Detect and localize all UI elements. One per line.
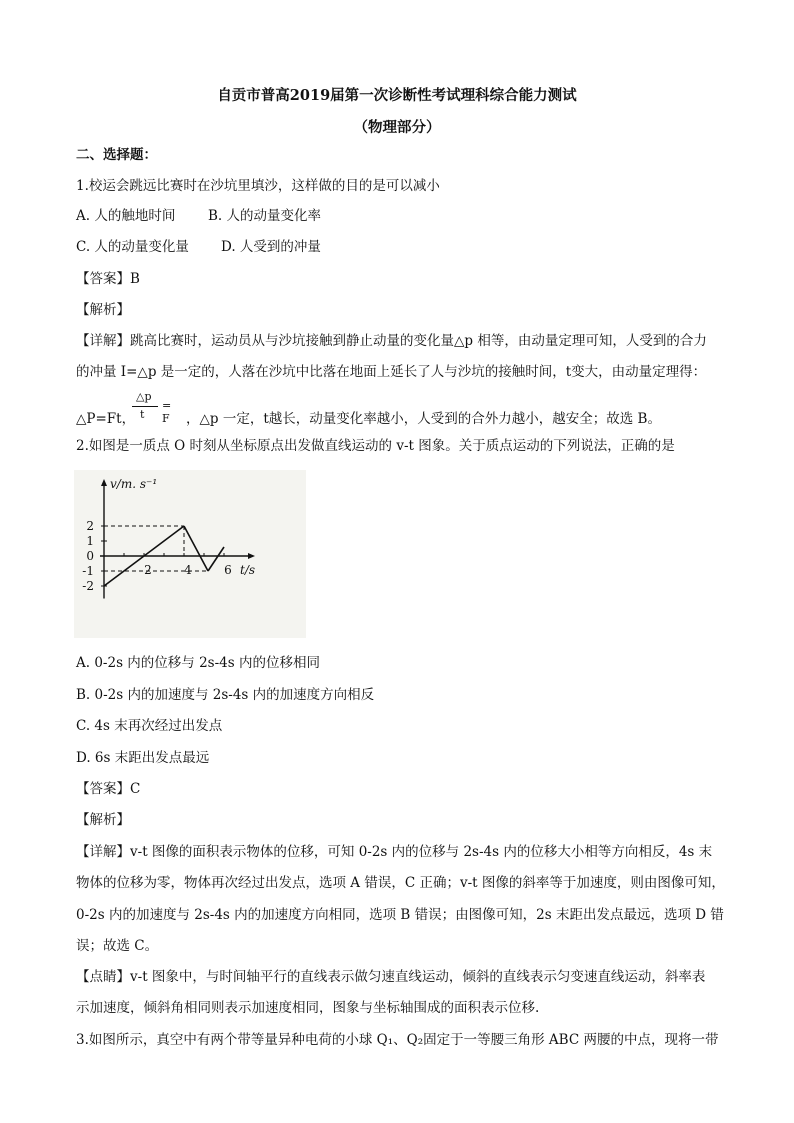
- y-tick-label: 0: [86, 549, 94, 563]
- q1-detail-line2: 的冲量 I=△p 是一定的，人落在沙坑中比落在地面上延长了人与沙坑的接触时间，t变大，由动量定理得：: [76, 364, 707, 380]
- x-tick-label: 4: [184, 563, 192, 577]
- q1-answer: 【答案】B: [76, 271, 140, 287]
- page-title: 自贡市普高2019届第一次诊断性考试理科综合能力测试: [217, 87, 577, 104]
- q1-analysis-label: 【解析】: [76, 302, 130, 318]
- q2-option-a: A. 0-2s 内的位移与 2s-4s 内的位移相同: [76, 655, 320, 671]
- q2-detail-line2: 物体的位移为零，物体再次经过出发点，选项 A 错误，C 正确；v-t 图像的斜率等于加速度，则由图像可知，: [76, 875, 725, 891]
- q3-stem: 3.如图所示，真空中有两个带等量异种电荷的小球 Q₁、Q₂固定于一等腰三角形 ABC 两腰的中点，现将一带: [76, 1032, 719, 1048]
- q2-option-d: D. 6s 末距出发点最远: [76, 750, 210, 766]
- q2-note-line2: 示加速度，倾斜角相同则表示加速度相同，图象与坐标轴围成的面积表示位移.: [76, 1000, 540, 1016]
- y-tick-label: 1: [86, 534, 94, 548]
- q1-option-c: C. 人的动量变化量: [76, 239, 189, 255]
- y-tick-label: -1: [82, 564, 94, 578]
- q1-option-b: B. 人的动量变化率: [208, 208, 322, 224]
- q1-option-d: D. 人受到的冲量: [221, 239, 321, 255]
- v-axis-label: v/m. s⁻¹: [110, 477, 158, 491]
- page-subtitle: （物理部分）: [353, 119, 441, 136]
- q2-answer: 【答案】C: [76, 781, 141, 797]
- q2-detail-line4: 误；故选 C。: [76, 938, 159, 954]
- section-heading: 二、选择题：: [76, 147, 157, 163]
- x-tick-label: 6: [224, 563, 232, 577]
- graph-background: [74, 470, 306, 638]
- q1-detail-line1: 【详解】跳高比赛时，运动员从与沙坑接触到静止动量的变化量△p 相等，由动量定理可知，人受到的合力: [76, 333, 707, 349]
- q1-detail-line3b: ，△p 一定，t越长，动量变化率越小，人受到的合外力越小，越安全；故选 B。: [186, 411, 661, 427]
- q2-option-c: C. 4s 末再次经过出发点: [76, 718, 223, 734]
- x-tick-label: 2: [144, 563, 152, 577]
- q2-stem: 2.如图是一质点 O 时刻从坐标原点出发做直线运动的 v-t 图象。关于质点运动的下列说法，正确的是: [76, 438, 675, 454]
- q2-detail-line1: 【详解】v-t 图像的面积表示物体的位移，可知 0-2s 内的位移与 2s-4s 内的位移大小相等方向相反，4s 末: [76, 844, 713, 860]
- y-tick-label: 2: [86, 519, 94, 533]
- y-tick-label: -2: [82, 579, 94, 593]
- fraction-denominator: t: [140, 408, 145, 421]
- fraction-rhs: = F: [162, 399, 172, 425]
- q1-options-row1: [76, 207, 321, 225]
- q1-options-row2: [76, 238, 321, 256]
- q2-note-line1: 【点睛】v-t 图象中，与时间轴平行的直线表示做匀速直线运动，倾斜的直线表示匀变速直线运动，斜率表: [76, 969, 706, 985]
- q2-detail-line3: 0-2s 内的加速度与 2s-4s 内的加速度方向相同，选项 B 错误；由图像可知，2s 末距出发点最远，选项 D 错: [76, 907, 724, 923]
- q1-detail-line3a: △P=Ft，: [76, 411, 136, 427]
- q1-stem: 1.校运会跳远比赛时在沙坑里填沙，这样做的目的是可以减小: [76, 178, 440, 194]
- q1-option-a: A. 人的触地时间: [76, 208, 176, 224]
- t-axis-label: t/s: [240, 563, 256, 577]
- q2-option-b: B. 0-2s 内的加速度与 2s-4s 内的加速度方向相反: [76, 687, 375, 703]
- q2-analysis-label: 【解析】: [76, 812, 130, 828]
- vt-graph: [74, 470, 306, 638]
- fraction-numerator: △p: [136, 390, 152, 403]
- fraction-bar: [132, 406, 158, 407]
